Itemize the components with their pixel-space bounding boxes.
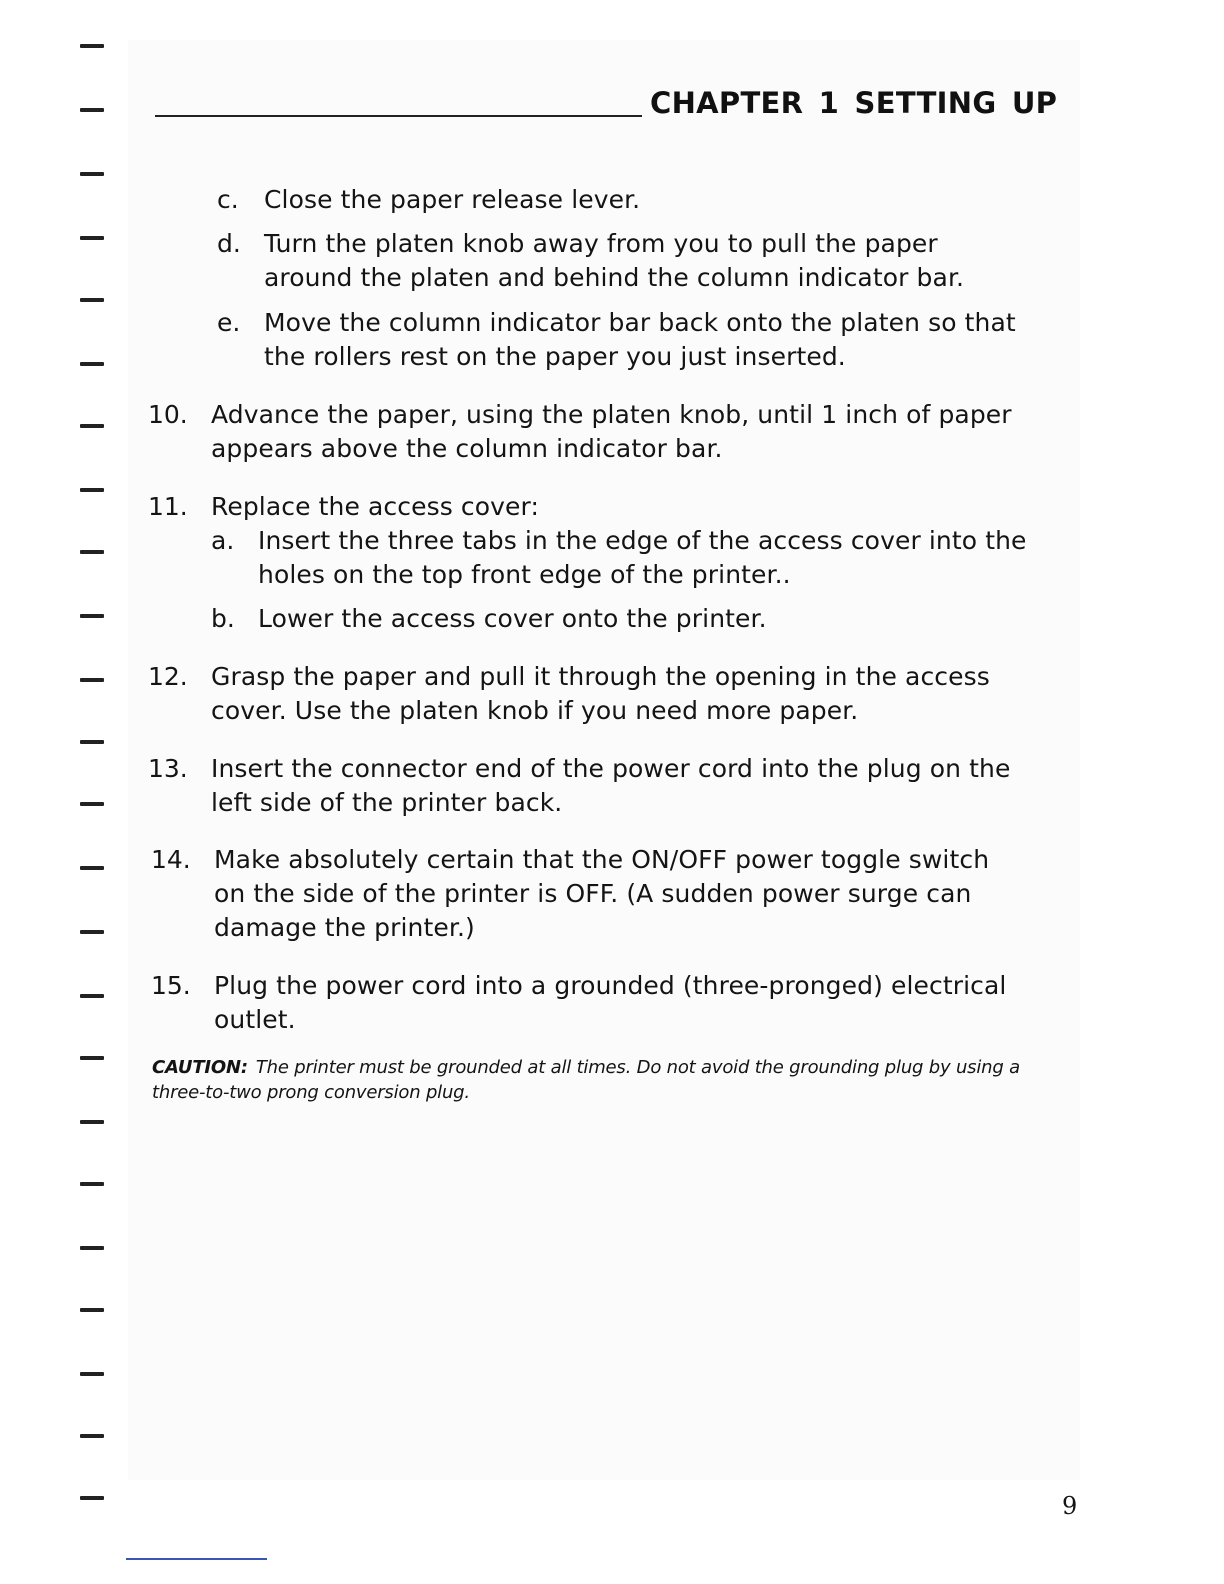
binding-mark (80, 298, 104, 302)
caution-note (152, 1055, 1052, 1105)
step-text: the rollers rest on the paper you just inserted. (264, 342, 846, 371)
binding-mark (80, 1496, 104, 1500)
binding-mark (80, 1372, 104, 1376)
step-label: c. (217, 185, 239, 214)
step-text: Replace the access cover: (211, 492, 539, 521)
step-text: left side of the printer back. (211, 788, 563, 817)
step-number: 11. (148, 492, 188, 521)
footer-rule (126, 1558, 267, 1560)
substep-text: Lower the access cover onto the printer. (258, 604, 767, 633)
binding-mark (80, 488, 104, 492)
step-text: Plug the power cord into a grounded (three-pronged) electrical (214, 971, 1007, 1000)
step-label: d. (217, 229, 241, 258)
binding-mark (80, 550, 104, 554)
step-number: 10. (148, 400, 188, 429)
step-text: appears above the column indicator bar. (211, 434, 723, 463)
step-label: e. (217, 308, 241, 337)
step-number: 15. (151, 971, 191, 1000)
binding-mark (80, 1308, 104, 1312)
step-text: cover. Use the platen knob if you need more paper. (211, 696, 859, 725)
step-text: Advance the paper, using the platen knob, until 1 inch of paper (211, 400, 1012, 429)
step-text: Close the paper release lever. (264, 185, 641, 214)
step-text: Grasp the paper and pull it through the opening in the access (211, 662, 990, 691)
step-text: Turn the platen knob away from you to pull the paper (264, 229, 938, 258)
header-rule (155, 115, 642, 117)
binding-mark (80, 1182, 104, 1186)
step-text: Move the column indicator bar back onto the platen so that (264, 308, 1016, 337)
substep-label: b. (211, 604, 235, 633)
binding-mark (80, 678, 104, 682)
binding-mark (80, 740, 104, 744)
step-text: Insert the connector end of the power cord into the plug on the (211, 754, 1011, 783)
binding-mark (80, 930, 104, 934)
chapter-title: CHAPTER 1 SETTING UP (650, 86, 1058, 120)
binding-mark (80, 362, 104, 366)
step-number: 13. (148, 754, 188, 783)
binding-mark (80, 44, 104, 48)
binding-mark (80, 866, 104, 870)
substep-label: a. (211, 526, 235, 555)
caution-text: The printer must be grounded at all times. Do not avoid the grounding plug by using a three-to-two prong conversion plug. (152, 1057, 1020, 1103)
step-number: 12. (148, 662, 188, 691)
substep-text: holes on the top front edge of the printer.. (258, 560, 791, 589)
binding-mark (80, 994, 104, 998)
caution-label: CAUTION: (152, 1057, 248, 1078)
binding-mark (80, 1246, 104, 1250)
step-text: around the platen and behind the column indicator bar. (264, 263, 965, 292)
binding-mark (80, 1120, 104, 1124)
step-text: on the side of the printer is OFF. (A sudden power surge can (214, 879, 972, 908)
step-text: damage the printer.) (214, 913, 475, 942)
binding-mark (80, 424, 104, 428)
binding-mark (80, 614, 104, 618)
page-number: 9 (1062, 1492, 1078, 1520)
substep-text: Insert the three tabs in the edge of the access cover into the (258, 526, 1027, 555)
step-text: outlet. (214, 1005, 296, 1034)
binding-marks (80, 0, 110, 1584)
binding-mark (80, 1434, 104, 1438)
step-text: Make absolutely certain that the ON/OFF power toggle switch (214, 845, 990, 874)
binding-mark (80, 172, 104, 176)
step-number: 14. (151, 845, 191, 874)
binding-mark (80, 108, 104, 112)
binding-mark (80, 236, 104, 240)
binding-mark (80, 1056, 104, 1060)
binding-mark (80, 802, 104, 806)
